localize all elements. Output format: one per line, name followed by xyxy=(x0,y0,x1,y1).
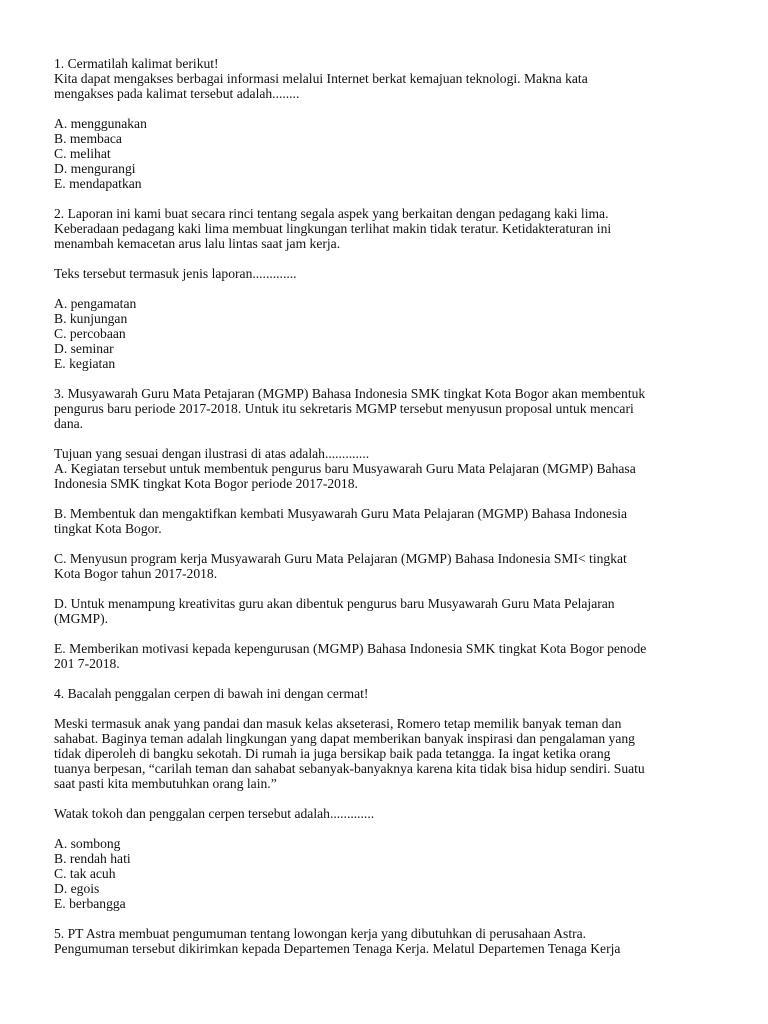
document-page xyxy=(54,56,722,956)
question-2-option-b: B. kunjungan xyxy=(54,311,128,326)
question-1-title: 1. Cermatilah kalimat berikut! xyxy=(54,56,219,71)
question-4-option-b: B. rendah hati xyxy=(54,851,131,866)
question-1-option-d: D. mengurangi xyxy=(54,161,136,176)
question-1-stem-line: Kita dapat mengakses berbagai informasi melalui Internet berkat kemajuan teknologi. Makna kata xyxy=(54,71,588,86)
question-4-passage-line: tidak diperoleh di bangku sekotah. Di rumah ia juga bersikap baik pada tetangga. Ia ingat ketika orang xyxy=(54,746,611,761)
question-3-stem-line: 3. Musyawarah Guru Mata Petajaran (MGMP) Bahasa Indonesia SMK tingkat Kota Bogor akan membentuk xyxy=(54,386,646,401)
question-2 xyxy=(54,206,722,371)
question-4-passage-line: tuanya berpesan, “carilah teman dan sahabat sebanyak-banyaknya karena kita tidak bisa hidup sendiri. Suatu xyxy=(54,761,645,776)
question-2-option-a: A. pengamatan xyxy=(54,296,137,311)
question-4-prompt: Watak tokoh dan penggalan cerpen tersebut adalah............. xyxy=(54,806,375,821)
spacer xyxy=(54,281,722,296)
question-3-stem-line: dana. xyxy=(54,416,84,431)
question-1 xyxy=(54,56,722,191)
question-1-option-e: E. mendapatkan xyxy=(54,176,142,191)
question-3-option-c: C. Menyusun program kerja Musyawarah Guru Mata Pelajaran (MGMP) Bahasa Indonesia SMI< tingkat xyxy=(54,551,627,566)
spacer xyxy=(54,581,722,596)
question-4-option-e: E. berbangga xyxy=(54,896,126,911)
question-3-option-d: (MGMP). xyxy=(54,611,109,626)
question-2-stem-line: menambah kemacetan arus lalu lintas saat jam kerja. xyxy=(54,236,341,251)
question-1-option-c: C. melihat xyxy=(54,146,111,161)
question-5-stem-line: 5. PT Astra membuat pengumuman tentang lowongan kerja yang dibutuhkan di perusahaan Astra. xyxy=(54,926,587,941)
question-2-option-d: D. seminar xyxy=(54,341,114,356)
question-3-option-d: D. Untuk menampung kreativitas guru akan dibentuk pengurus baru Musyawarah Guru Mata Pelajaran xyxy=(54,596,615,611)
question-4-passage-line: Meski termasuk anak yang pandai dan masuk kelas akseterasi, Romero tetap memilik banyak teman dan xyxy=(54,716,622,731)
spacer xyxy=(54,821,722,836)
spacer xyxy=(54,491,722,506)
question-2-option-c: C. percobaan xyxy=(54,326,126,341)
question-2-option-e: E. kegiatan xyxy=(54,356,116,371)
question-4-title: 4. Bacalah penggalan cerpen di bawah ini dengan cermat! xyxy=(54,686,369,701)
question-3 xyxy=(54,386,722,671)
question-3-option-c: Kota Bogor tahun 2017-2018. xyxy=(54,566,218,581)
question-2-stem-line: 2. Laporan ini kami buat secara rinci tentang segala aspek yang berkaitan dengan pedagang kaki lima. xyxy=(54,206,609,221)
question-5 xyxy=(54,926,722,956)
question-3-option-b: B. Membentuk dan mengaktifkan kembati Musyawarah Guru Mata Pelajaran (MGMP) Bahasa Indonesia xyxy=(54,506,628,521)
question-3-option-e: E. Memberikan motivasi kepada kepengurusan (MGMP) Bahasa Indonesia SMK tingkat Kota Bogor penode xyxy=(54,641,647,656)
spacer xyxy=(54,536,722,551)
spacer xyxy=(54,431,722,446)
spacer xyxy=(54,251,722,266)
spacer xyxy=(54,911,722,926)
question-1-option-a: A. menggunakan xyxy=(54,116,147,131)
question-2-prompt: Teks tersebut termasuk jenis laporan............. xyxy=(54,266,297,281)
question-4 xyxy=(54,686,722,911)
spacer xyxy=(54,791,722,806)
question-1-option-b: B. membaca xyxy=(54,131,122,146)
question-4-passage-line: sahabat. Baginya teman adalah lingkungan yang dapat memberikan banyak inspirasi dan pengalaman yang xyxy=(54,731,635,746)
question-2-stem-line: Keberadaan pedagang kaki lima membuat lingkungan terlihat makin tidak teratur. Ketidakteraturan ini xyxy=(54,221,612,236)
question-3-prompt: Tujuan yang sesuai dengan ilustrasi di atas adalah............. xyxy=(54,446,370,461)
question-3-option-a: A. Kegiatan tersebut untuk membentuk pengurus baru Musyawarah Guru Mata Pelajaran (MGMP) Bahasa xyxy=(54,461,636,476)
question-5-stem-line: Pengumuman tersebut dikirimkan kepada Departemen Tenaga Kerja. Melatul Departemen Tenaga Kerja xyxy=(54,941,621,956)
spacer xyxy=(54,671,722,686)
question-4-option-c: C. tak acuh xyxy=(54,866,116,881)
spacer xyxy=(54,701,722,716)
question-4-option-d: D. egois xyxy=(54,881,100,896)
question-4-option-a: A. sombong xyxy=(54,836,121,851)
spacer xyxy=(54,626,722,641)
question-4-passage-line: saat pasti kita membutuhkan orang lain.” xyxy=(54,776,277,791)
question-3-stem-line: pengurus baru periode 2017-2018. Untuk itu sekretaris MGMP tersebut menyusun proposal untuk mencari xyxy=(54,401,634,416)
question-3-option-b: tingkat Kota Bogor. xyxy=(54,521,162,536)
question-1-stem-line: mengakses pada kalimat tersebut adalah........ xyxy=(54,86,300,101)
question-3-option-e: 201 7-2018. xyxy=(54,656,120,671)
spacer xyxy=(54,191,722,206)
question-3-option-a: Indonesia SMK tingkat Kota Bogor periode 2017-2018. xyxy=(54,476,358,491)
spacer xyxy=(54,101,722,116)
spacer xyxy=(54,371,722,386)
